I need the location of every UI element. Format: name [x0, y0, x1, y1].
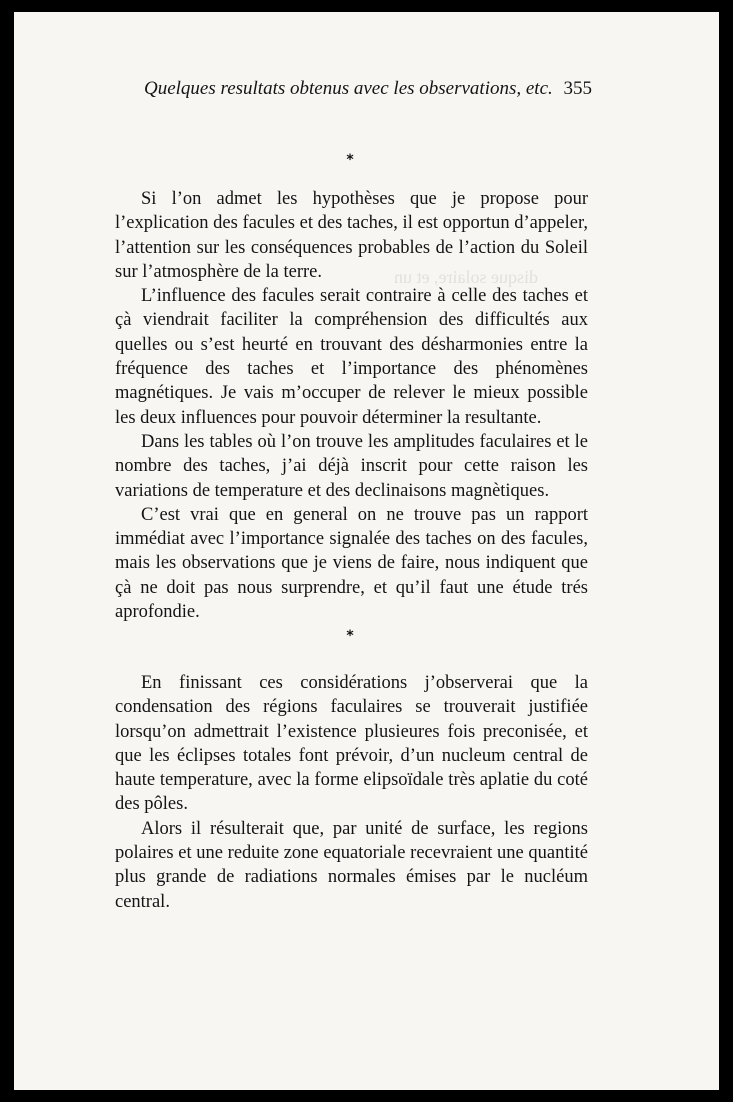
section-2-body: [115, 671, 588, 914]
document-page: [14, 12, 719, 1090]
section-separator-star: *: [346, 152, 354, 168]
paragraph: L’influence des facules serait contraire à celle des taches et çà viendrait faciliter la compréhension des difficultés aux quelles ou s’est heurté en trouvant des désharmonies entre la fréquence des taches et l’importance des phénomènes magnétiques. Je vais m’occuper de relever le mieux possible les deux influences pour pouvoir déterminer la resultante.: [115, 286, 588, 428]
show-through-text: disque solaire, et un: [394, 267, 538, 287]
paragraph: Alors il résulterait que, par unité de surface, les regions polaires et une reduite zone equatoriale recevraient une quantité plus grande de radiations normales émises par le nucléum central.: [115, 818, 588, 912]
running-head-title: Quelques resultats obtenus avec les observations, etc.: [144, 78, 553, 99]
section-separator-star: *: [346, 628, 354, 644]
section-1-body: [115, 187, 588, 624]
paragraph: Dans les tables où l’on trouve les amplitudes faculaires et le nombre des taches, j’ai déjà inscrit pour cette raison les variations de temperature et des declinaisons magnètiques.: [115, 431, 588, 501]
paragraph: C’est vrai que en general on ne trouve pas un rapport immédiat avec l’importance signalée des taches on des facules, mais les observations que je viens de faire, nous indiquent que çà ne doit pas nous surprendre, et qu’il faut une étude trés aprofondie.: [115, 504, 588, 623]
page-number: 355: [563, 78, 592, 99]
paragraph: Si l’on admet les hypothèses que je propose pour l’explication des facules et des taches, il est opportun d’appeler, l’attention sur les conséquences probables de l’action du Soleil sur l’atmosphère de la terre.: [115, 189, 588, 282]
running-head: [144, 76, 592, 106]
paragraph: En finissant ces considérations j’observerai que la condensation des régions faculaires se trouverait justifiée lorsqu’on admettrait l’existence plusieures fois preconisée, et que les éclipses totales font prévoir, d’un nucleum central de haute temperature, avec la forme elipsoïdale très aplatie du coté des pôles.: [115, 673, 588, 815]
